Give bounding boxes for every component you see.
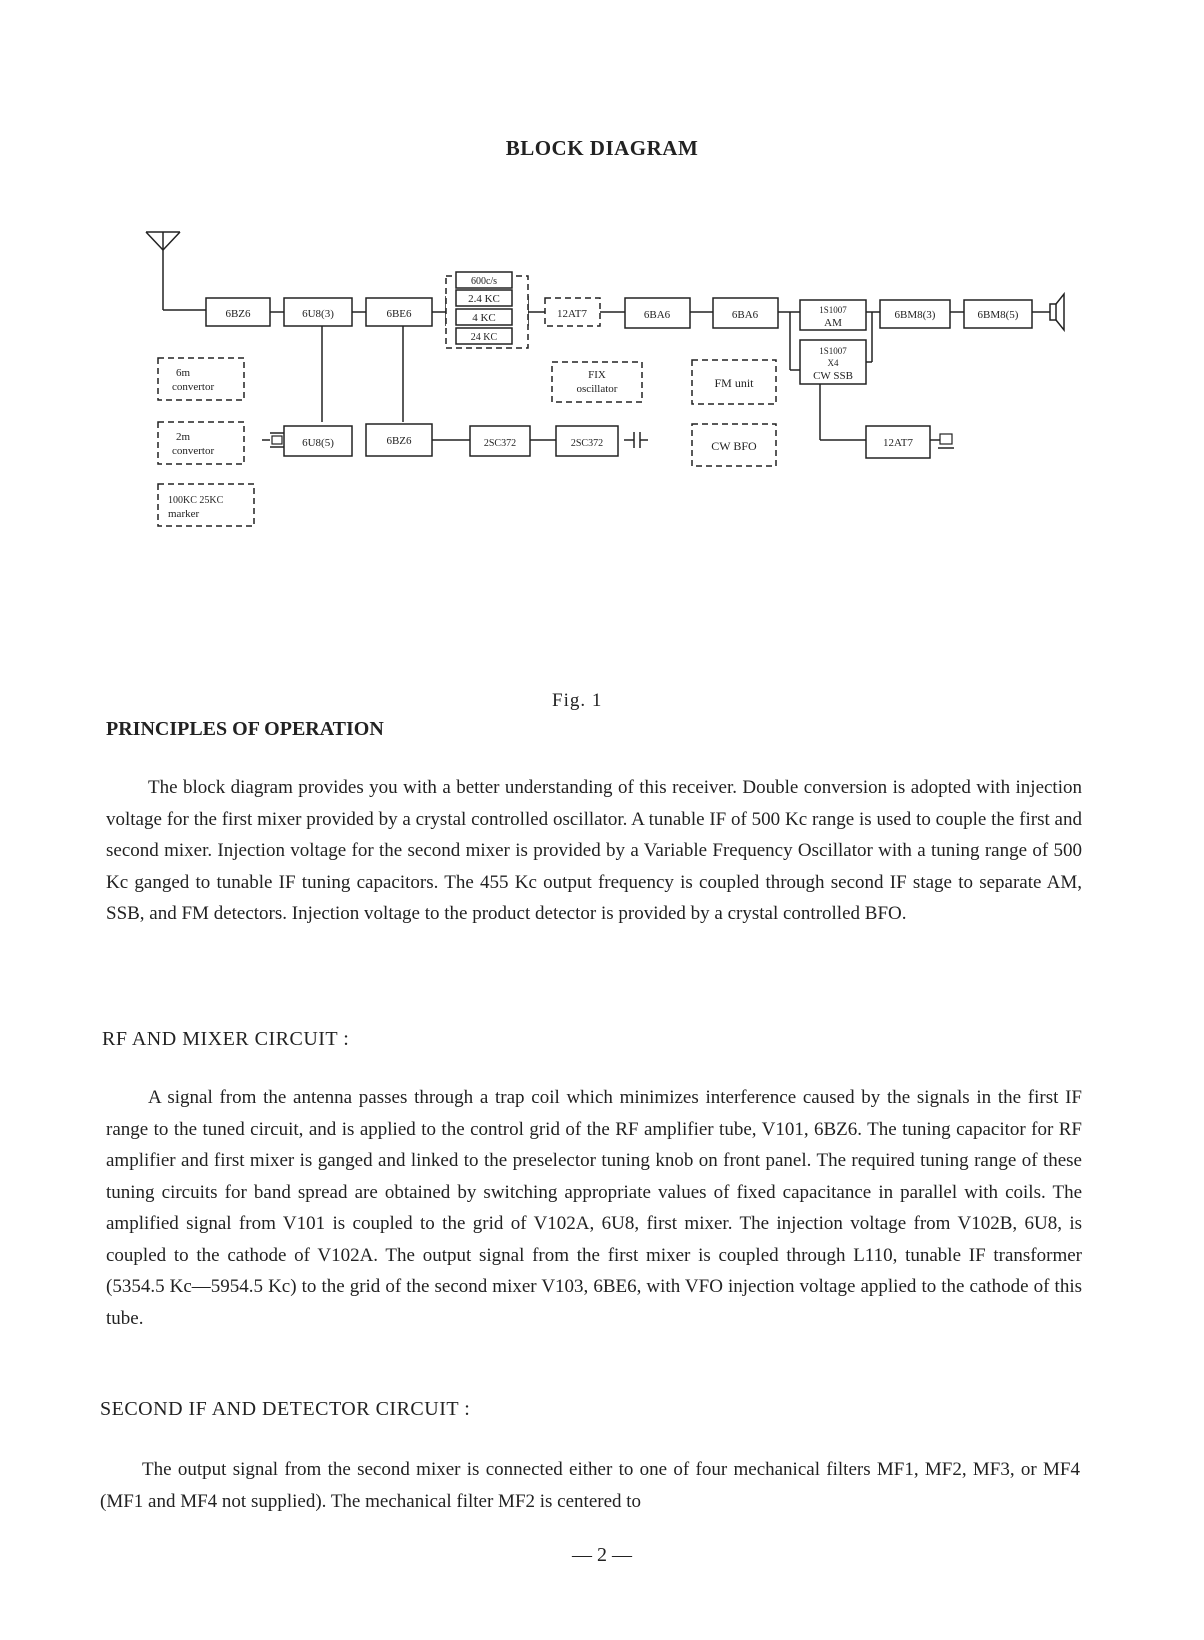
svg-text:convertor: convertor: [172, 381, 215, 393]
svg-text:CW BFO: CW BFO: [711, 439, 757, 453]
svg-text:CW SSB: CW SSB: [813, 370, 853, 382]
svg-text:6BZ6: 6BZ6: [386, 435, 412, 447]
svg-text:oscillator: oscillator: [576, 383, 618, 395]
page-title: BLOCK DIAGRAM: [505, 136, 699, 160]
filter-24kc: [456, 328, 512, 344]
svg-text:4 KC: 4 KC: [472, 312, 496, 324]
svg-text:12AT7: 12AT7: [883, 437, 913, 449]
block-6bz6-vfo: [366, 424, 432, 456]
block-12at7-dashed: [545, 298, 600, 326]
block-6bm8-3: [880, 300, 950, 328]
block-6bz6-rf-amp: [206, 298, 270, 326]
paragraph-text: The block diagram provides you with a better understanding of this receiver. Double conversion is adopted with injection voltage for the first mixer provided by a crystal controlled oscillator. A tunable IF of 500 Kc range is used to couple the first and second mixer. Injection voltage for the second mixer is provided by a Variable Frequency Oscillator with a tuning range of 500 Kc ganged to tunable IF tuning capacitors. The 455 Kc output frequency is coupled through second IF stage to separate AM, SSB, and FM detectors. Injection voltage to the product detector is provided by a crystal controlled BFO.: [106, 777, 1082, 924]
block-6u8-oscillator: [284, 426, 352, 456]
block-2sc372-2: [556, 426, 618, 456]
section-heading-rf-mixer: RF AND MIXER CIRCUIT :: [102, 1028, 350, 1050]
svg-text:AM: AM: [824, 317, 842, 329]
svg-text:2m: 2m: [176, 431, 191, 443]
svg-text:6m: 6m: [176, 367, 191, 379]
block-6m-convertor: [158, 358, 244, 400]
svg-text:6BM8(5): 6BM8(5): [977, 309, 1019, 321]
filter-4kc: [456, 309, 512, 325]
block-fix-oscillator: [552, 362, 642, 402]
svg-text:1S1007: 1S1007: [819, 346, 847, 356]
block-6bm8-5: [964, 300, 1032, 328]
svg-text:6U8(3): 6U8(3): [302, 308, 334, 320]
svg-text:X4: X4: [827, 358, 839, 368]
paragraph-text: A signal from the antenna passes through a trap coil which minimizes interference caused by the signals in the first IF range to the tuned circuit, and is applied to the control grid of the RF amplifier tube, V101, 6BZ6. The tuning capacitor for RF amplifier and first mixer is ganged and linked to the preselector tuning knob on front panel. The required tuning range of these tuning circuits for band spread are obtained by switching appropriate values of fixed capacitance in parallel with coils. The amplified signal from V101 is coupled to the grid of V102A, 6U8, first mixer. The injection voltage from V102B, 6U8, is coupled to the cathode of V102A. The output signal from the first mixer is coupled through L110, tunable IF transformer (5354.5 Kc—5954.5 Kc) to the grid of the second mixer V103, 6BE6, with VFO injection voltage applied to the cathode of this tube.: [106, 1087, 1082, 1329]
block-6u8-first-mixer: [284, 298, 352, 326]
svg-text:6BA6: 6BA6: [731, 309, 759, 321]
filter-2-4kc: [456, 290, 512, 306]
block-2sc372-1: [470, 426, 530, 456]
block-cw-bfo: [692, 424, 776, 466]
section-heading-principles: PRINCIPLES OF OPERATION: [106, 718, 384, 740]
paragraph-principles: [106, 772, 1082, 930]
block-6ba6-if: [625, 298, 690, 328]
crystal-icon: [930, 434, 954, 448]
svg-text:convertor: convertor: [172, 445, 215, 457]
svg-text:6BA6: 6BA6: [643, 309, 671, 321]
block-diagram: [0, 0, 1204, 640]
svg-text:6BE6: 6BE6: [386, 308, 412, 320]
block-marker: [158, 484, 254, 526]
svg-text:marker: marker: [168, 508, 200, 520]
block-fm-unit: [692, 360, 776, 404]
page-number: — 2 —: [572, 1544, 632, 1566]
block-2m-convertor: [158, 422, 244, 464]
antenna-icon: [146, 232, 206, 310]
svg-text:6BZ6: 6BZ6: [225, 308, 251, 320]
crystal-icon: [624, 432, 648, 448]
svg-text:6BM8(3): 6BM8(3): [894, 309, 936, 321]
svg-text:100KC 25KC: 100KC 25KC: [168, 495, 224, 506]
figure-caption: Fig. 1: [552, 690, 603, 711]
svg-text:FIX: FIX: [588, 369, 606, 381]
svg-text:1S1007: 1S1007: [819, 305, 847, 315]
svg-text:2SC372: 2SC372: [570, 438, 604, 449]
svg-text:2.4 KC: 2.4 KC: [468, 293, 500, 305]
section-heading-second-if: SECOND IF AND DETECTOR CIRCUIT :: [100, 1398, 471, 1420]
svg-text:600c/s: 600c/s: [470, 276, 498, 287]
speaker-icon: [1050, 294, 1064, 330]
paragraph-text: The output signal from the second mixer is connected either to one of four mechanical filters MF1, MF2, MF3, or MF4 (MF1 and MF4 not supplied). The mechanical filter MF2 is centered to: [100, 1459, 1080, 1512]
block-6ba6-if-2: [713, 298, 778, 328]
paragraph-rf-mixer: [106, 1082, 1082, 1334]
svg-text:12AT7: 12AT7: [557, 308, 587, 320]
svg-text:2SC372: 2SC372: [483, 438, 517, 449]
block-6be6-second-mixer: [366, 298, 432, 326]
block-cw-ssb-detector: [800, 340, 866, 384]
svg-text:24 KC: 24 KC: [470, 332, 498, 343]
paragraph-second-if: [100, 1454, 1080, 1517]
block-12at7-bfo: [866, 426, 930, 458]
svg-text:FM unit: FM unit: [714, 376, 754, 390]
filter-600cs: [456, 272, 512, 288]
crystal-icon: [262, 433, 284, 447]
svg-text:6U8(5): 6U8(5): [302, 437, 334, 449]
block-am-detector: [800, 300, 866, 330]
